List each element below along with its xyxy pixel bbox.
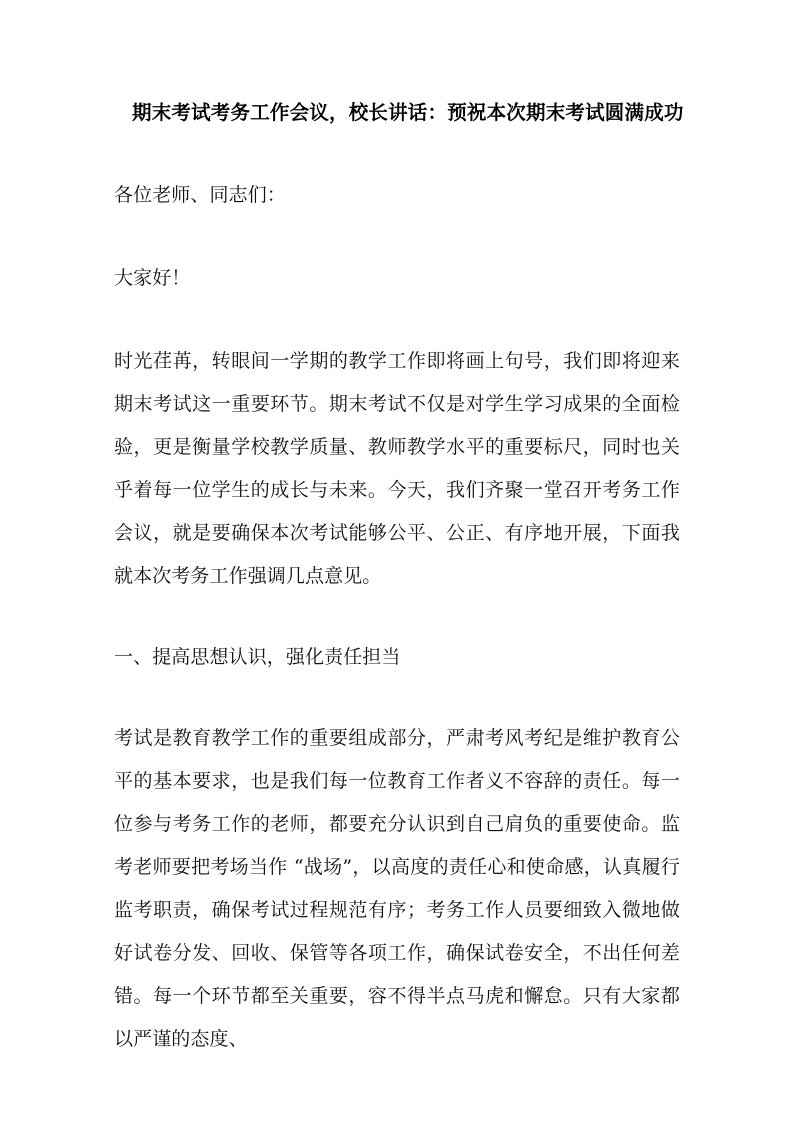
document-body xyxy=(114,0,684,1061)
document-title: 期末考试考务工作会议，校长讲话：预祝本次期末考试圆满成功 xyxy=(132,101,684,124)
section-heading-1: 一、提高思想认识，强化责任担当 xyxy=(114,646,401,668)
section-1-paragraph: 考试是教育教学工作的重要组成部分，严肃考风考纪是维护教育公平的基本要求，也是我们每一位教育工作者义不容辞的责任。每一位参与考务工作的老师，都要充分认识到自己肩负的重要使命。监考老师要把考场当作 “战场”，以高度的责任心和使命感，认真履行监考职责，确保考试过程规范有序；考务工作人员要细致入微地做好试卷分发、回收、保管等各项工作，确保试卷安全，不出任何差错。每一个环节都至关重要，容不得半点马虎和懈怠。只有大家都以严谨的态度、 xyxy=(114,727,680,1050)
intro-paragraph: 时光荏苒，转眼间一学期的教学工作即将画上句号，我们即将迎来期末考试这一重要环节。期末考试不仅是对学生学习成果的全面检验，更是衡量学校教学质量、教师教学水平的重要标尺，同时也关乎着每一位学生的成长与未来。今天，我们齐聚一堂召开考务工作会议，就是要确保本次考试能够公平、公正、有序地开展，下面我就本次考务工作强调几点意见。 xyxy=(114,350,680,587)
greeting-paragraph: 大家好！ xyxy=(114,267,191,289)
salutation-paragraph: 各位老师、同志们： xyxy=(114,184,286,206)
